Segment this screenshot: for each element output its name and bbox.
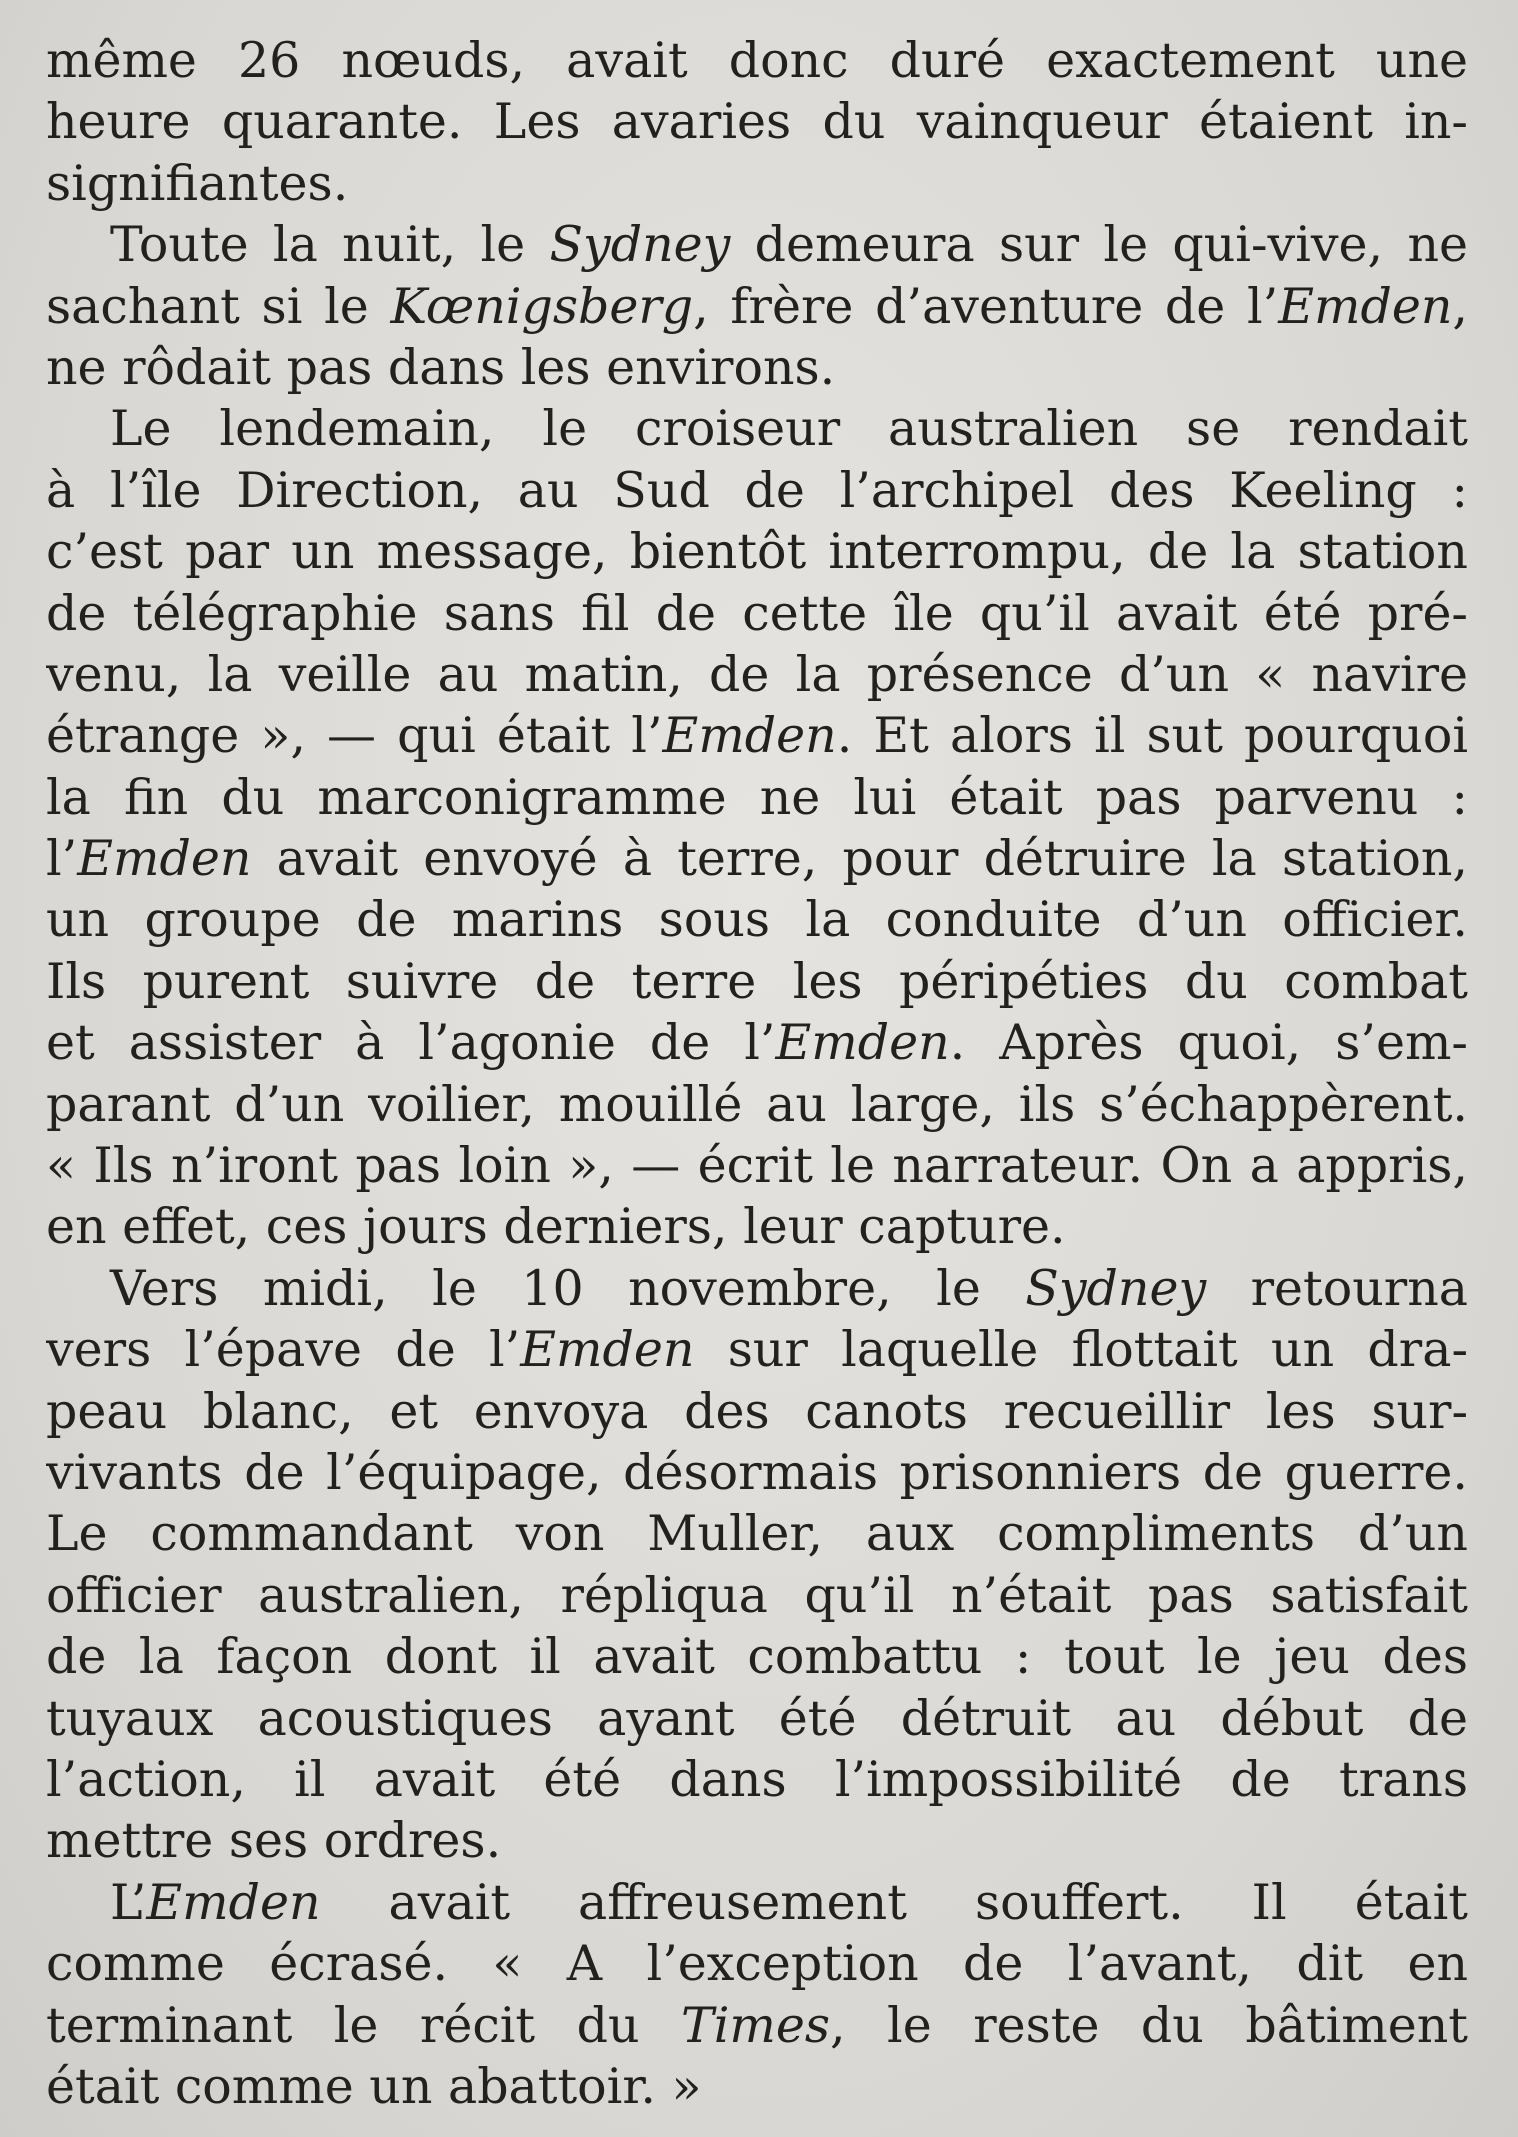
text-segment: sur laquelle flottait un dra-	[694, 1321, 1468, 1379]
text-segment: officier australien, répliqua qu’il n’était pas satisfait	[46, 1566, 1468, 1624]
text-line	[46, 1995, 1468, 2056]
paragraph	[46, 1258, 1468, 1872]
text-line	[46, 91, 1468, 152]
text-line	[46, 1381, 1468, 1442]
text-line	[46, 1565, 1468, 1626]
text-segment: demeura sur le qui-vive, ne	[730, 216, 1468, 274]
italic-ship-name: Emden	[662, 707, 837, 765]
text-line	[46, 767, 1468, 828]
text-line	[46, 1626, 1468, 1687]
text-segment: et assister à l’agonie de l’	[46, 1014, 776, 1072]
text-line	[46, 2056, 1468, 2117]
text-line	[46, 337, 1468, 398]
text-segment: comme écrasé. « A l’exception de l’avant, dit en	[46, 1935, 1468, 1993]
text-segment: un groupe de marins sous la conduite d’un officier.	[46, 891, 1468, 949]
text-segment: vivants de l’équipage, désormais prisonniers de guerre.	[46, 1443, 1468, 1501]
text-line	[46, 214, 1468, 275]
text-line	[46, 1319, 1468, 1380]
text-segment: ne rôdait pas dans les environs.	[46, 338, 836, 396]
text-line	[46, 521, 1468, 582]
italic-ship-name: Kœnigsberg	[390, 277, 694, 335]
text-line	[46, 30, 1468, 91]
text-segment: Vers midi, le 10 novembre, le	[110, 1259, 1026, 1317]
text-segment: étrange », — qui était l’	[46, 707, 663, 765]
text-segment: c’est par un message, bientôt interrompu, de la station	[46, 523, 1468, 581]
text-segment: sachant si le	[46, 277, 391, 335]
text-segment: la fin du marconigramme ne lui était pas parvenu :	[46, 768, 1468, 826]
text-line	[46, 1749, 1468, 1810]
text-segment: même 26 nœuds, avait donc duré exactement une	[46, 32, 1468, 89]
text-segment: de la façon dont il avait combattu : tout le jeu des	[46, 1628, 1468, 1686]
text-line	[46, 460, 1468, 521]
text-segment: Toute la nuit, le	[110, 216, 550, 274]
text-segment: . Et alors il sut pourquoi	[836, 707, 1468, 765]
text-segment: . Après quoi, s’em-	[949, 1014, 1468, 1072]
italic-ship-name: Emden	[77, 830, 252, 888]
text-segment: L’	[110, 1873, 147, 1931]
text-segment: venu, la veille au matin, de la présence d’un « navire	[46, 645, 1468, 703]
text-segment: mettre ses ordres.	[46, 1812, 502, 1870]
text-segment: avait envoyé à terre, pour détruire la station,	[251, 830, 1468, 888]
text-segment: de télégraphie sans fil de cette île qu’il avait été pré-	[46, 584, 1468, 642]
text-segment: terminant le récit du	[46, 1996, 682, 2054]
text-segment: Le commandant von Muller, aux compliments d’un	[46, 1505, 1468, 1563]
text-segment: peau blanc, et envoya des canots recueillir les sur-	[46, 1382, 1468, 1440]
italic-ship-name: Sydney	[1025, 1259, 1207, 1317]
text-segment: l’action, il avait été dans l’impossibilité de trans	[46, 1750, 1468, 1808]
text-segment: tuyaux acoustiques ayant été détruit au début de	[46, 1689, 1468, 1747]
text-line	[46, 583, 1468, 644]
text-segment: avait affreusement souffert. Il était	[320, 1873, 1468, 1931]
text-segment: l’	[46, 830, 78, 888]
text-segment: en effet, ces jours derniers, leur capture.	[46, 1198, 1066, 1256]
text-line	[46, 1442, 1468, 1503]
paragraph	[46, 214, 1468, 398]
italic-ship-name: Emden	[146, 1873, 321, 1931]
text-line	[46, 1688, 1468, 1749]
italic-ship-name: Emden	[520, 1321, 695, 1379]
italic-ship-name: Sydney	[549, 216, 731, 274]
text-line	[46, 276, 1468, 337]
text-segment: Ils purent suivre de terre les péripéties du combat	[46, 952, 1468, 1010]
text-line	[46, 1810, 1468, 1871]
text-segment: , le reste du bâtiment	[829, 1996, 1468, 2054]
text-segment: « Ils n’iront pas loin », — écrit le narrateur. On a appris,	[46, 1137, 1468, 1195]
text-line	[46, 1503, 1468, 1564]
text-line	[46, 1258, 1468, 1319]
text-line	[46, 951, 1468, 1012]
body-text	[46, 30, 1468, 2117]
italic-ship-name: Emden	[1278, 277, 1453, 335]
text-segment: vers l’épave de l’	[46, 1321, 521, 1379]
italic-ship-name: Emden	[775, 1014, 950, 1072]
text-segment: , frère d’aventure de l’	[693, 277, 1279, 335]
text-segment: ,	[1452, 277, 1468, 335]
paragraph	[46, 30, 1468, 214]
text-line	[46, 828, 1468, 889]
text-segment: retourna	[1206, 1259, 1468, 1317]
text-line	[46, 705, 1468, 766]
text-line	[46, 889, 1468, 950]
text-line	[46, 644, 1468, 705]
italic-ship-name: Times	[681, 1996, 830, 2054]
text-line	[46, 1933, 1468, 1994]
paragraph	[46, 398, 1468, 1257]
paragraph	[46, 1872, 1468, 2118]
text-segment: était comme un abattoir. »	[46, 2057, 702, 2115]
text-line	[46, 398, 1468, 459]
text-segment: heure quarante. Les avaries du vainqueur étaient in-	[46, 93, 1468, 151]
text-segment: parant d’un voilier, mouillé au large, ils s’échappèrent.	[46, 1075, 1468, 1133]
text-line	[46, 1074, 1468, 1135]
text-line	[46, 1135, 1468, 1196]
text-segment: à l’île Direction, au Sud de l’archipel des Keeling :	[46, 461, 1468, 519]
text-line	[46, 1196, 1468, 1257]
text-segment: Le lendemain, le croiseur australien se rendait	[110, 400, 1468, 458]
text-line	[46, 153, 1468, 214]
text-segment: signifiantes.	[46, 154, 349, 212]
text-line	[46, 1872, 1468, 1933]
text-line	[46, 1012, 1468, 1073]
